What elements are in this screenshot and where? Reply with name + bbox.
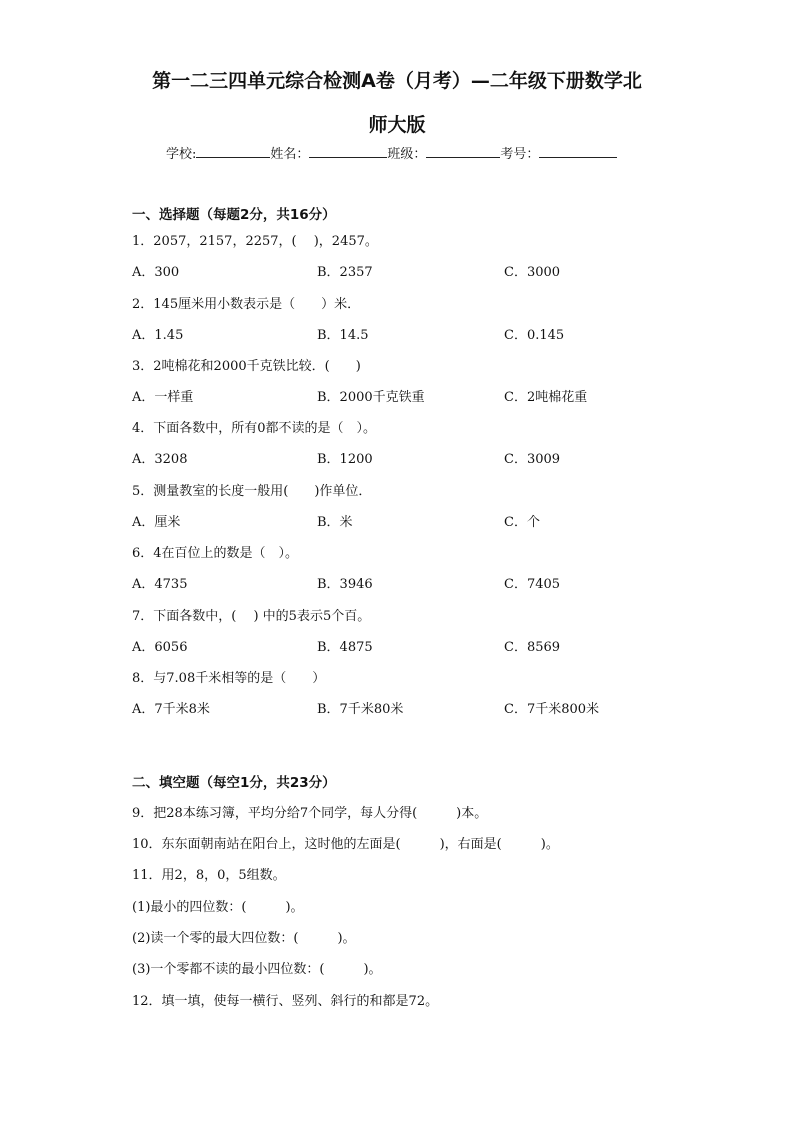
fill-question: 10．东东面朝南站在阳台上，这时他的左面是( )，右面是( )。: [132, 837, 559, 852]
option-a: A．1.45: [132, 328, 184, 343]
question-stem: 7．下面各数中，( ) 中的5表示5个百。: [132, 609, 371, 624]
option-a: A．7千米8米: [132, 702, 210, 717]
fill-question: 9．把28本练习簿，平均分给7个同学，每人分得( )本。: [132, 806, 488, 821]
student-info-row: [166, 145, 646, 164]
option-a: A．4735: [132, 577, 188, 592]
option-b: B．2357: [317, 265, 373, 280]
option-c: C．2吨棉花重: [504, 390, 588, 405]
option-b: B．3946: [317, 577, 373, 592]
class-label: 班级：: [387, 147, 427, 162]
name-label: 姓名：: [270, 147, 310, 162]
option-c: C．3000: [504, 265, 561, 280]
question-stem: 8．与7.08千米相等的是（ ）: [132, 671, 326, 686]
option-b: B．14.5: [317, 328, 369, 343]
fill-subquestion: (1)最小的四位数：( )。: [132, 900, 304, 915]
question-stem: 1．2057，2157，2257，( )，2457。: [132, 234, 378, 249]
option-a: A．3208: [132, 452, 188, 467]
option-b: B．1200: [317, 452, 373, 467]
option-c: C．个: [504, 515, 540, 530]
fill-question: 11．用2，8，0，5组数。: [132, 868, 286, 883]
class-blank: [426, 145, 500, 158]
question-stem: 2．145厘米用小数表示是（ ）米．: [132, 297, 361, 312]
option-a: A．一样重: [132, 390, 194, 405]
option-c: C．7405: [504, 577, 561, 592]
option-c: C．8569: [504, 640, 561, 655]
question-stem: 6．4在百位上的数是（ ）。: [132, 546, 299, 561]
option-b: B．2000千克铁重: [317, 390, 425, 405]
number-label: 考号：: [500, 147, 540, 162]
fill-subquestion: (2)读一个零的最大四位数：( )。: [132, 931, 356, 946]
section2-heading: 二、填空题（每空1分，共23分）: [132, 775, 336, 791]
section1-heading: 一、选择题（每题2分，共16分）: [132, 207, 336, 223]
fill-question: 12．填一填，使每一横行、竖列、斜行的和都是72。: [132, 994, 439, 1009]
option-c: C．0.145: [504, 328, 565, 343]
fill-subquestion: (3)一个零都不读的最小四位数：( )。: [132, 962, 382, 977]
option-a: A．6056: [132, 640, 188, 655]
option-a: A．300: [132, 265, 180, 280]
question-stem: 4．下面各数中，所有0都不读的是（ ）。: [132, 421, 377, 436]
school-label: 学校:: [166, 147, 197, 162]
question-stem: 5．测量教室的长度一般用( )作单位．: [132, 484, 372, 499]
option-c: C．3009: [504, 452, 561, 467]
option-c: C．7千米800米: [504, 702, 600, 717]
name-blank: [309, 145, 387, 158]
question-stem: 3．2吨棉花和2000千克铁比较．( ): [132, 359, 361, 374]
exam-title-line1: 第一二三四单元综合检测A卷（月考）—二年级下册数学北: [152, 70, 642, 92]
option-b: B．7千米80米: [317, 702, 404, 717]
option-b: B．4875: [317, 640, 373, 655]
exam-title-line2: 师大版: [368, 114, 426, 136]
school-blank: [196, 145, 270, 158]
option-a: A．厘米: [132, 515, 181, 530]
option-b: B．米: [317, 515, 353, 530]
number-blank: [539, 145, 617, 158]
